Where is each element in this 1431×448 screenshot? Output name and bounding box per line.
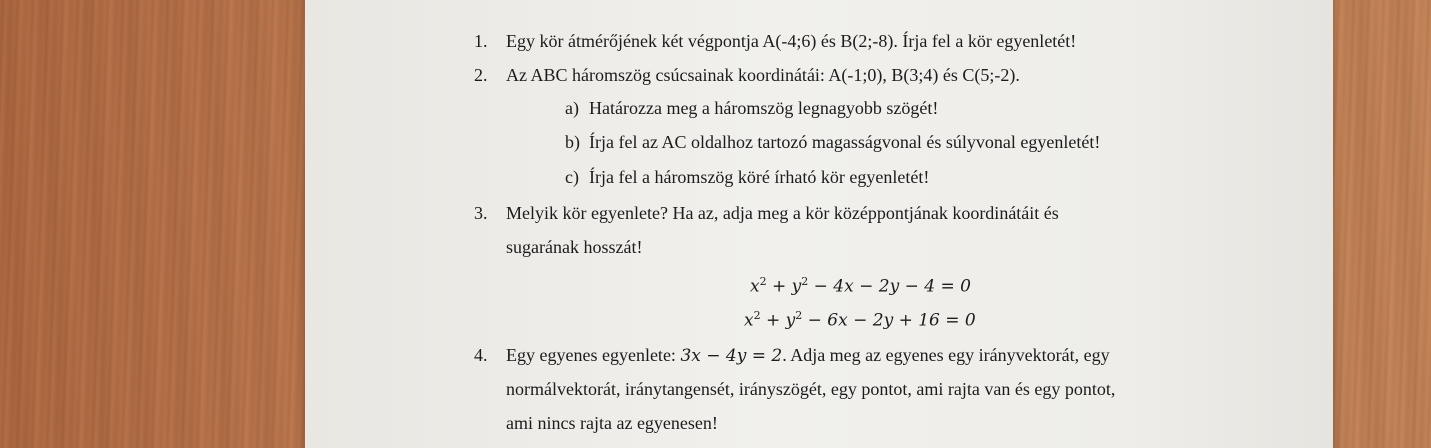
- problem-text: Az ABC háromszög csúcsainak koordinátái: A(-1;0), B(3;4) és C(5;-2).: [506, 65, 1020, 85]
- problem-3-continuation: [506, 238, 642, 256]
- problem-2-part-a: [565, 99, 938, 117]
- problem-text: sugarának hosszát!: [506, 237, 643, 257]
- problem-number: 4.: [474, 345, 488, 365]
- problem-text-post: . Adja meg az egyenes egy irányvektorát, egy: [782, 345, 1110, 365]
- subpart-text: Határozza meg a háromszög legnagyobb szögét!: [589, 98, 939, 118]
- circle-equation-1: $x^2 + y^2 - 4x - 2y - 4 = 0$: [750, 275, 971, 297]
- subpart-letter: c): [565, 167, 579, 187]
- problem-text: Egy kör átmérőjének két végpontja A(-4;6) és B(2;-8). Írja fel a kör egyenletét!: [506, 31, 1077, 51]
- subpart-text: Írja fel az AC oldalhoz tartozó magasságvonal és súlyvonal egyenletét!: [589, 132, 1101, 152]
- problem-3: [474, 204, 1059, 222]
- problem-text: normálvektorát, iránytangensét, irányszögét, egy pontot, ami rajta van és egy pontot,: [506, 379, 1116, 399]
- problem-2-part-c: [565, 168, 929, 186]
- problem-number: 1.: [474, 31, 488, 51]
- subpart-letter: a): [565, 98, 579, 118]
- problem-number: 3.: [474, 203, 488, 223]
- problem-2-part-b: [565, 133, 1100, 151]
- problem-4-continuation-2: [506, 414, 718, 432]
- line-equation: 3x − 4y = 2: [680, 346, 783, 366]
- problem-text: Melyik kör egyenlete? Ha az, adja meg a kör középpontjának koordinátáit és: [506, 203, 1059, 223]
- subpart-text: Írja fel a háromszög köré írható kör egyenletét!: [589, 167, 930, 187]
- problem-1: [474, 32, 1076, 50]
- problem-4: [474, 346, 1110, 365]
- problem-text: ami nincs rajta az egyenesen!: [506, 413, 718, 433]
- problem-2: [474, 66, 1020, 84]
- problem-4-continuation-1: [506, 380, 1115, 398]
- problem-number: 2.: [474, 65, 488, 85]
- subpart-letter: b): [565, 132, 580, 152]
- problem-text: Egy egyenes egyenlete:: [506, 345, 681, 365]
- circle-equation-2: $x^2 + y^2 - 6x - 2y + 16 = 0$: [744, 309, 976, 331]
